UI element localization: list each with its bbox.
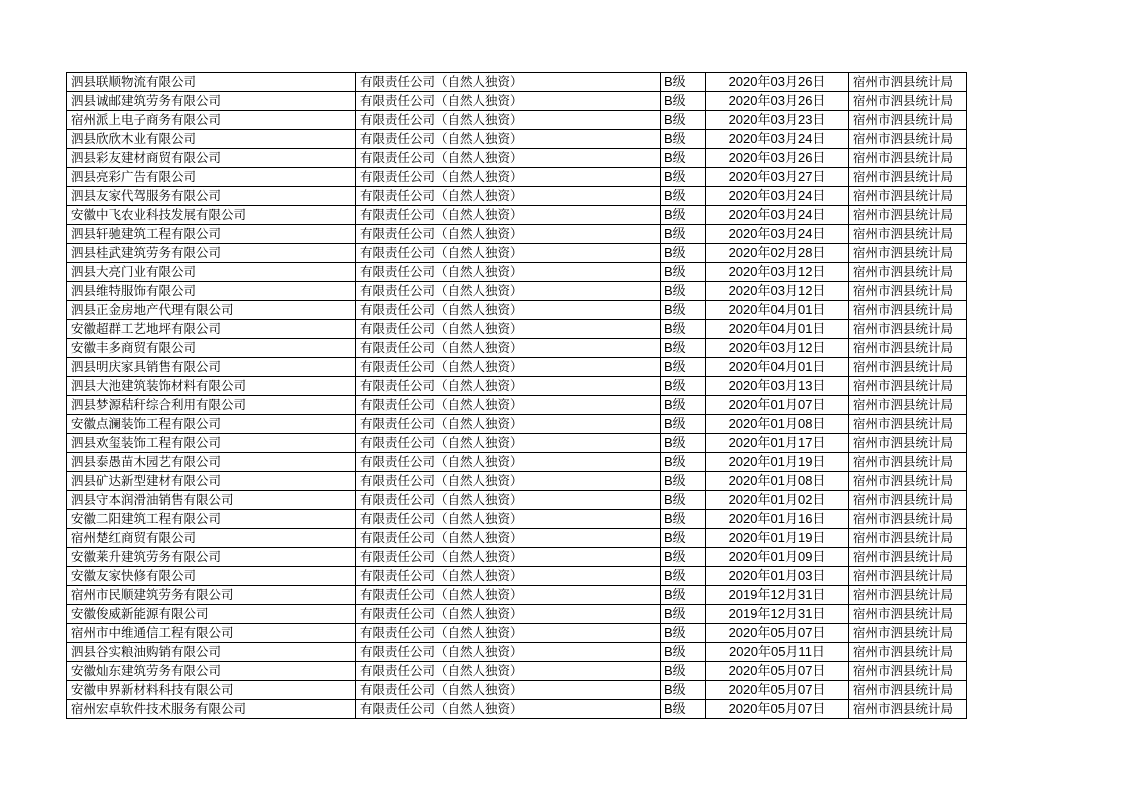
- authority-cell: 宿州市泗县统计局: [849, 73, 967, 92]
- credit-grade-cell: B级: [661, 73, 706, 92]
- company-type-cell: 有限责任公司（自然人独资）: [356, 111, 661, 130]
- credit-grade-cell: B级: [661, 605, 706, 624]
- company-name-cell: 安徽申界新材料科技有限公司: [67, 681, 356, 700]
- company-type-cell: 有限责任公司（自然人独资）: [356, 339, 661, 358]
- credit-grade-cell: B级: [661, 434, 706, 453]
- authority-cell: 宿州市泗县统计局: [849, 396, 967, 415]
- table-row: [67, 244, 967, 263]
- table-row: [67, 453, 967, 472]
- authority-cell: 宿州市泗县统计局: [849, 567, 967, 586]
- credit-grade-cell: B级: [661, 225, 706, 244]
- rating-date-cell: 2020年03月24日: [706, 130, 849, 149]
- company-name-cell: 泗县泰愚苗木园艺有限公司: [67, 453, 356, 472]
- table-row: [67, 472, 967, 491]
- rating-date-cell: 2020年03月26日: [706, 149, 849, 168]
- company-type-cell: 有限责任公司（自然人独资）: [356, 548, 661, 567]
- credit-grade-cell: B级: [661, 111, 706, 130]
- authority-cell: 宿州市泗县统计局: [849, 244, 967, 263]
- company-name-cell: 安徽丰多商贸有限公司: [67, 339, 356, 358]
- company-name-cell: 安徽超群工艺地坪有限公司: [67, 320, 356, 339]
- company-name-cell: 安徽灿东建筑劳务有限公司: [67, 662, 356, 681]
- company-type-cell: 有限责任公司（自然人独资）: [356, 282, 661, 301]
- table-row: [67, 320, 967, 339]
- authority-cell: 宿州市泗县统计局: [849, 586, 967, 605]
- table-row: [67, 681, 967, 700]
- rating-date-cell: 2020年04月01日: [706, 358, 849, 377]
- company-name-cell: 泗县大池建筑装饰材料有限公司: [67, 377, 356, 396]
- table-row: [67, 605, 967, 624]
- credit-grade-cell: B级: [661, 472, 706, 491]
- credit-grade-cell: B级: [661, 377, 706, 396]
- rating-date-cell: 2020年01月02日: [706, 491, 849, 510]
- company-type-cell: 有限责任公司（自然人独资）: [356, 567, 661, 586]
- table-row: [67, 206, 967, 225]
- credit-grade-cell: B级: [661, 586, 706, 605]
- table-row: [67, 415, 967, 434]
- rating-date-cell: 2019年12月31日: [706, 586, 849, 605]
- authority-cell: 宿州市泗县统计局: [849, 434, 967, 453]
- table-row: [67, 586, 967, 605]
- authority-cell: 宿州市泗县统计局: [849, 225, 967, 244]
- rating-date-cell: 2020年01月08日: [706, 415, 849, 434]
- company-name-cell: 泗县欣欣木业有限公司: [67, 130, 356, 149]
- table-row: [67, 263, 967, 282]
- rating-date-cell: 2020年05月07日: [706, 681, 849, 700]
- credit-grade-cell: B级: [661, 453, 706, 472]
- credit-grade-cell: B级: [661, 681, 706, 700]
- company-name-cell: 安徽友家快修有限公司: [67, 567, 356, 586]
- authority-cell: 宿州市泗县统计局: [849, 320, 967, 339]
- company-type-cell: 有限责任公司（自然人独资）: [356, 681, 661, 700]
- rating-date-cell: 2020年03月23日: [706, 111, 849, 130]
- table-row: [67, 548, 967, 567]
- table-row: [67, 662, 967, 681]
- credit-grade-cell: B级: [661, 130, 706, 149]
- company-name-cell: 宿州市中维通信工程有限公司: [67, 624, 356, 643]
- credit-grade-cell: B级: [661, 149, 706, 168]
- company-name-cell: 泗县大亮门业有限公司: [67, 263, 356, 282]
- company-type-cell: 有限责任公司（自然人独资）: [356, 301, 661, 320]
- rating-date-cell: 2020年05月11日: [706, 643, 849, 662]
- company-name-cell: 泗县诚邮建筑劳务有限公司: [67, 92, 356, 111]
- company-name-cell: 泗县正金房地产代理有限公司: [67, 301, 356, 320]
- rating-date-cell: 2020年01月09日: [706, 548, 849, 567]
- credit-grade-cell: B级: [661, 168, 706, 187]
- company-type-cell: 有限责任公司（自然人独资）: [356, 700, 661, 719]
- authority-cell: 宿州市泗县统计局: [849, 377, 967, 396]
- table-row: [67, 92, 967, 111]
- credit-grade-cell: B级: [661, 339, 706, 358]
- credit-grade-cell: B级: [661, 263, 706, 282]
- rating-date-cell: 2020年03月26日: [706, 92, 849, 111]
- company-type-cell: 有限责任公司（自然人独资）: [356, 206, 661, 225]
- rating-date-cell: 2020年03月24日: [706, 187, 849, 206]
- company-type-cell: 有限责任公司（自然人独资）: [356, 263, 661, 282]
- table-row: [67, 700, 967, 719]
- table-row: [67, 567, 967, 586]
- rating-date-cell: 2020年03月24日: [706, 206, 849, 225]
- table-row: [67, 491, 967, 510]
- company-type-cell: 有限责任公司（自然人独资）: [356, 605, 661, 624]
- authority-cell: 宿州市泗县统计局: [849, 149, 967, 168]
- table-row: [67, 339, 967, 358]
- company-name-cell: 泗县维特服饰有限公司: [67, 282, 356, 301]
- rating-date-cell: 2020年03月26日: [706, 73, 849, 92]
- company-name-cell: 宿州派上电子商务有限公司: [67, 111, 356, 130]
- authority-cell: 宿州市泗县统计局: [849, 453, 967, 472]
- credit-grade-cell: B级: [661, 92, 706, 111]
- rating-date-cell: 2020年03月24日: [706, 225, 849, 244]
- rating-date-cell: 2020年05月07日: [706, 624, 849, 643]
- authority-cell: 宿州市泗县统计局: [849, 263, 967, 282]
- table-row: [67, 643, 967, 662]
- rating-date-cell: 2020年01月08日: [706, 472, 849, 491]
- company-name-cell: 宿州楚红商贸有限公司: [67, 529, 356, 548]
- table-row: [67, 529, 967, 548]
- table-row: [67, 225, 967, 244]
- credit-grade-cell: B级: [661, 643, 706, 662]
- authority-cell: 宿州市泗县统计局: [849, 548, 967, 567]
- rating-date-cell: 2020年05月07日: [706, 700, 849, 719]
- table-row: [67, 624, 967, 643]
- credit-grade-cell: B级: [661, 624, 706, 643]
- company-type-cell: 有限责任公司（自然人独资）: [356, 434, 661, 453]
- company-name-cell: 泗县明庆家具销售有限公司: [67, 358, 356, 377]
- authority-cell: 宿州市泗县统计局: [849, 358, 967, 377]
- company-name-cell: 安徽二阳建筑工程有限公司: [67, 510, 356, 529]
- company-type-cell: 有限责任公司（自然人独资）: [356, 662, 661, 681]
- credit-grade-cell: B级: [661, 396, 706, 415]
- company-name-cell: 安徽中飞农业科技发展有限公司: [67, 206, 356, 225]
- company-type-cell: 有限责任公司（自然人独资）: [356, 529, 661, 548]
- company-type-cell: 有限责任公司（自然人独资）: [356, 472, 661, 491]
- credit-grade-cell: B级: [661, 567, 706, 586]
- company-type-cell: 有限责任公司（自然人独资）: [356, 130, 661, 149]
- authority-cell: 宿州市泗县统计局: [849, 624, 967, 643]
- company-type-cell: 有限责任公司（自然人独资）: [356, 510, 661, 529]
- company-name-cell: 宿州市民顺建筑劳务有限公司: [67, 586, 356, 605]
- company-name-cell: 宿州宏卓软件技术服务有限公司: [67, 700, 356, 719]
- company-name-cell: 泗县亮彩广告有限公司: [67, 168, 356, 187]
- credit-grade-cell: B级: [661, 358, 706, 377]
- table-row: [67, 510, 967, 529]
- credit-grade-cell: B级: [661, 282, 706, 301]
- authority-cell: 宿州市泗县统计局: [849, 472, 967, 491]
- company-type-cell: 有限责任公司（自然人独资）: [356, 244, 661, 263]
- authority-cell: 宿州市泗县统计局: [849, 282, 967, 301]
- rating-date-cell: 2020年01月07日: [706, 396, 849, 415]
- company-type-cell: 有限责任公司（自然人独资）: [356, 168, 661, 187]
- company-name-cell: 泗县矿达新型建材有限公司: [67, 472, 356, 491]
- rating-date-cell: 2020年03月12日: [706, 339, 849, 358]
- authority-cell: 宿州市泗县统计局: [849, 700, 967, 719]
- rating-date-cell: 2019年12月31日: [706, 605, 849, 624]
- table-row: [67, 282, 967, 301]
- company-name-cell: 泗县彩友建材商贸有限公司: [67, 149, 356, 168]
- table-row: [67, 149, 967, 168]
- table-row: [67, 187, 967, 206]
- table-row: [67, 396, 967, 415]
- authority-cell: 宿州市泗县统计局: [849, 415, 967, 434]
- company-name-cell: 泗县桂武建筑劳务有限公司: [67, 244, 356, 263]
- rating-date-cell: 2020年03月12日: [706, 282, 849, 301]
- table-row: [67, 168, 967, 187]
- company-name-cell: 泗县联顺物流有限公司: [67, 73, 356, 92]
- company-name-cell: 泗县梦源秸秆综合利用有限公司: [67, 396, 356, 415]
- credit-grade-cell: B级: [661, 187, 706, 206]
- table-row: [67, 434, 967, 453]
- credit-grade-cell: B级: [661, 415, 706, 434]
- rating-date-cell: 2020年03月12日: [706, 263, 849, 282]
- authority-cell: 宿州市泗县统计局: [849, 187, 967, 206]
- authority-cell: 宿州市泗县统计局: [849, 206, 967, 225]
- credit-grade-cell: B级: [661, 244, 706, 263]
- company-name-cell: 泗县友家代驾服务有限公司: [67, 187, 356, 206]
- authority-cell: 宿州市泗县统计局: [849, 529, 967, 548]
- credit-grade-cell: B级: [661, 529, 706, 548]
- rating-date-cell: 2020年01月03日: [706, 567, 849, 586]
- rating-date-cell: 2020年05月07日: [706, 662, 849, 681]
- company-name-cell: 泗县轩驰建筑工程有限公司: [67, 225, 356, 244]
- credit-grade-cell: B级: [661, 548, 706, 567]
- credit-grade-cell: B级: [661, 206, 706, 225]
- rating-date-cell: 2020年01月17日: [706, 434, 849, 453]
- authority-cell: 宿州市泗县统计局: [849, 643, 967, 662]
- authority-cell: 宿州市泗县统计局: [849, 662, 967, 681]
- rating-date-cell: 2020年04月01日: [706, 320, 849, 339]
- company-type-cell: 有限责任公司（自然人独资）: [356, 320, 661, 339]
- table-row: [67, 111, 967, 130]
- company-type-cell: 有限责任公司（自然人独资）: [356, 415, 661, 434]
- rating-date-cell: 2020年04月01日: [706, 301, 849, 320]
- company-type-cell: 有限责任公司（自然人独资）: [356, 624, 661, 643]
- company-name-cell: 泗县谷实粮油购销有限公司: [67, 643, 356, 662]
- authority-cell: 宿州市泗县统计局: [849, 339, 967, 358]
- rating-date-cell: 2020年01月19日: [706, 453, 849, 472]
- rating-date-cell: 2020年01月19日: [706, 529, 849, 548]
- rating-date-cell: 2020年03月27日: [706, 168, 849, 187]
- company-name-cell: 安徽俊威新能源有限公司: [67, 605, 356, 624]
- authority-cell: 宿州市泗县统计局: [849, 92, 967, 111]
- table-row: [67, 301, 967, 320]
- company-type-cell: 有限责任公司（自然人独资）: [356, 491, 661, 510]
- company-name-cell: 安徽莱升建筑劳务有限公司: [67, 548, 356, 567]
- credit-grade-cell: B级: [661, 491, 706, 510]
- table-row: [67, 130, 967, 149]
- table-row: [67, 73, 967, 92]
- company-name-cell: 泗县欢玺装饰工程有限公司: [67, 434, 356, 453]
- rating-date-cell: 2020年02月28日: [706, 244, 849, 263]
- credit-grade-cell: B级: [661, 510, 706, 529]
- company-type-cell: 有限责任公司（自然人独资）: [356, 73, 661, 92]
- rating-date-cell: 2020年01月16日: [706, 510, 849, 529]
- authority-cell: 宿州市泗县统计局: [849, 130, 967, 149]
- credit-grade-cell: B级: [661, 301, 706, 320]
- credit-grade-cell: B级: [661, 662, 706, 681]
- authority-cell: 宿州市泗县统计局: [849, 301, 967, 320]
- table-body: [67, 73, 967, 719]
- company-type-cell: 有限责任公司（自然人独资）: [356, 92, 661, 111]
- authority-cell: 宿州市泗县统计局: [849, 510, 967, 529]
- company-type-cell: 有限责任公司（自然人独资）: [356, 225, 661, 244]
- credit-grade-cell: B级: [661, 320, 706, 339]
- company-name-cell: 泗县守本润滑油销售有限公司: [67, 491, 356, 510]
- company-type-cell: 有限责任公司（自然人独资）: [356, 187, 661, 206]
- company-type-cell: 有限责任公司（自然人独资）: [356, 396, 661, 415]
- authority-cell: 宿州市泗县统计局: [849, 111, 967, 130]
- credit-grade-cell: B级: [661, 700, 706, 719]
- company-name-cell: 安徽点澜装饰工程有限公司: [67, 415, 356, 434]
- table-row: [67, 377, 967, 396]
- authority-cell: 宿州市泗县统计局: [849, 168, 967, 187]
- authority-cell: 宿州市泗县统计局: [849, 681, 967, 700]
- company-type-cell: 有限责任公司（自然人独资）: [356, 643, 661, 662]
- company-type-cell: 有限责任公司（自然人独资）: [356, 586, 661, 605]
- company-type-cell: 有限责任公司（自然人独资）: [356, 377, 661, 396]
- company-type-cell: 有限责任公司（自然人独资）: [356, 149, 661, 168]
- company-credit-table: [66, 72, 967, 719]
- authority-cell: 宿州市泗县统计局: [849, 605, 967, 624]
- rating-date-cell: 2020年03月13日: [706, 377, 849, 396]
- table-row: [67, 358, 967, 377]
- company-type-cell: 有限责任公司（自然人独资）: [356, 358, 661, 377]
- authority-cell: 宿州市泗县统计局: [849, 491, 967, 510]
- company-type-cell: 有限责任公司（自然人独资）: [356, 453, 661, 472]
